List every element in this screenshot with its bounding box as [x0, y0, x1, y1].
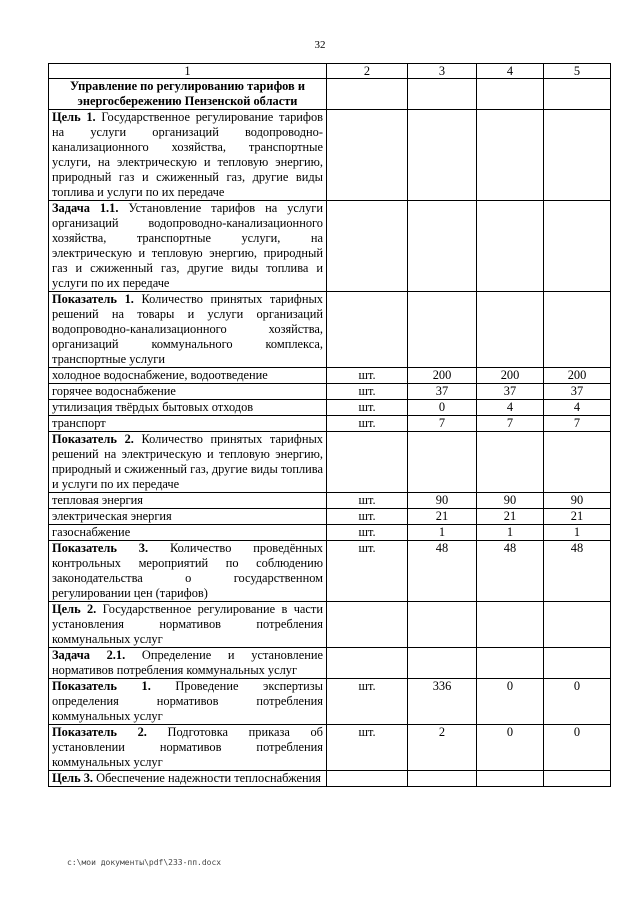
- unit-cell: [327, 79, 408, 110]
- subitem-cell: утилизация твёрдых бытовых отходов: [49, 400, 327, 416]
- section-title-cell: Управление по регулированию тарифов и энергосбережению Пензенской области: [49, 79, 327, 110]
- description-cell: [49, 292, 327, 368]
- value-cell-col-4: [477, 110, 544, 201]
- value-cell-col-4: [477, 201, 544, 292]
- description-cell: [49, 602, 327, 648]
- value-cell-col-5: 0: [544, 725, 611, 771]
- table-row: [49, 493, 611, 509]
- value-cell-col-5: [544, 110, 611, 201]
- value-cell-col-5: [544, 79, 611, 110]
- table-row: [49, 525, 611, 541]
- value-cell-col-4: [477, 432, 544, 493]
- value-cell-col-5: 0: [544, 679, 611, 725]
- subitem-cell: тепловая энергия: [49, 493, 327, 509]
- value-cell-col-4: 1: [477, 525, 544, 541]
- unit-cell: шт.: [327, 384, 408, 400]
- item-text: Государственное регулирование в части установления нормативов потребления коммунальных услуг: [52, 602, 323, 646]
- value-cell-col-3: [408, 602, 477, 648]
- table-row: [49, 679, 611, 725]
- value-cell-col-3: 0: [408, 400, 477, 416]
- unit-cell: шт.: [327, 400, 408, 416]
- header-col-1: 1: [49, 64, 327, 79]
- item-label: Цель 2.: [52, 602, 97, 616]
- value-cell-col-4: 200: [477, 368, 544, 384]
- item-text: Обеспечение надежности теплоснабжения: [93, 771, 321, 785]
- value-cell-col-5: 90: [544, 493, 611, 509]
- value-cell-col-4: 0: [477, 679, 544, 725]
- page-number: 32: [314, 39, 326, 51]
- item-label: Задача 1.1.: [52, 201, 119, 215]
- unit-cell: шт.: [327, 679, 408, 725]
- table-row: [49, 432, 611, 493]
- item-text: Количество проведённых контрольных мероприятий по соблюдению законодательства о государственном регулировании цен (тарифов): [52, 541, 323, 600]
- item-text: Количество принятых тарифных решений на товары и услуги организаций водопроводно-канализационного хозяйства, организаций коммунального комплекса, транспортные услуги: [52, 292, 323, 366]
- description-cell: [49, 679, 327, 725]
- item-label: Цель 3.: [52, 771, 94, 785]
- unit-cell: шт.: [327, 368, 408, 384]
- unit-cell: шт.: [327, 416, 408, 432]
- description-paragraph: [52, 541, 323, 601]
- subitem-cell: газоснабжение: [49, 525, 327, 541]
- value-cell-col-5: 21: [544, 509, 611, 525]
- unit-cell: шт.: [327, 525, 408, 541]
- table-row: [49, 509, 611, 525]
- value-cell-col-5: [544, 292, 611, 368]
- value-cell-col-5: 1: [544, 525, 611, 541]
- value-cell-col-4: 90: [477, 493, 544, 509]
- item-label: Задача 2.1.: [52, 648, 126, 662]
- subitem-cell: холодное водоснабжение, водоотведение: [49, 368, 327, 384]
- description-paragraph: [52, 771, 323, 786]
- description-cell: [49, 541, 327, 602]
- value-cell-col-3: 48: [408, 541, 477, 602]
- description-paragraph: [52, 432, 323, 492]
- indicators-table: [48, 63, 611, 787]
- value-cell-col-3: 90: [408, 493, 477, 509]
- unit-cell: [327, 110, 408, 201]
- value-cell-col-5: [544, 771, 611, 787]
- value-cell-col-5: 48: [544, 541, 611, 602]
- subitem-cell: транспорт: [49, 416, 327, 432]
- value-cell-col-3: 7: [408, 416, 477, 432]
- item-text: Определение и установление нормативов потребления коммунальных услуг: [52, 648, 323, 677]
- item-label: Цель 1.: [52, 110, 96, 124]
- unit-cell: [327, 771, 408, 787]
- unit-cell: шт.: [327, 541, 408, 602]
- value-cell-col-5: 37: [544, 384, 611, 400]
- value-cell-col-3: [408, 648, 477, 679]
- table-row: [49, 725, 611, 771]
- value-cell-col-3: 336: [408, 679, 477, 725]
- table-row: [49, 201, 611, 292]
- unit-cell: [327, 201, 408, 292]
- value-cell-col-5: [544, 602, 611, 648]
- item-label: Показатель 3.: [52, 541, 149, 555]
- table-row: [49, 416, 611, 432]
- value-cell-col-4: 0: [477, 725, 544, 771]
- file-path-footer: c:\мои документы\pdf\233-пп.docx: [67, 858, 222, 867]
- value-cell-col-3: 2: [408, 725, 477, 771]
- value-cell-col-3: [408, 432, 477, 493]
- value-cell-col-3: [408, 201, 477, 292]
- table-row: [49, 292, 611, 368]
- description-paragraph: [52, 679, 323, 724]
- unit-cell: [327, 292, 408, 368]
- value-cell-col-4: [477, 648, 544, 679]
- table-row: [49, 400, 611, 416]
- description-paragraph: [52, 292, 323, 367]
- value-cell-col-3: [408, 79, 477, 110]
- value-cell-col-5: [544, 201, 611, 292]
- value-cell-col-3: 200: [408, 368, 477, 384]
- unit-cell: шт.: [327, 509, 408, 525]
- value-cell-col-4: [477, 292, 544, 368]
- table-row: [49, 771, 611, 787]
- value-cell-col-5: [544, 432, 611, 493]
- item-label: Показатель 1.: [52, 292, 134, 306]
- value-cell-col-4: 7: [477, 416, 544, 432]
- value-cell-col-5: 4: [544, 400, 611, 416]
- description-paragraph: [52, 725, 323, 770]
- description-paragraph: [52, 110, 323, 200]
- unit-cell: [327, 648, 408, 679]
- header-col-3: 3: [408, 64, 477, 79]
- description-paragraph: [52, 648, 323, 678]
- description-cell: [49, 725, 327, 771]
- subitem-cell: горячее водоснабжение: [49, 384, 327, 400]
- table-header-row: [49, 64, 611, 79]
- item-text: Подготовка приказа об установлении нормативов потребления коммунальных услуг: [52, 725, 323, 769]
- value-cell-col-5: [544, 648, 611, 679]
- table-row: [49, 541, 611, 602]
- unit-cell: [327, 432, 408, 493]
- description-cell: [49, 648, 327, 679]
- description-paragraph: [52, 201, 323, 291]
- table-row: [49, 110, 611, 201]
- value-cell-col-4: 4: [477, 400, 544, 416]
- value-cell-col-3: 21: [408, 509, 477, 525]
- header-col-2: 2: [327, 64, 408, 79]
- header-col-5: 5: [544, 64, 611, 79]
- value-cell-col-5: 7: [544, 416, 611, 432]
- item-text: Установление тарифов на услуги организаций водопроводно-канализационного хозяйства, транспортные услуги, на электрическую и тепловую энергию, природный газ и сжиженный газ, другие виды топлива и услуги по их передаче: [52, 201, 323, 290]
- unit-cell: [327, 602, 408, 648]
- table-row: [49, 368, 611, 384]
- value-cell-col-3: 37: [408, 384, 477, 400]
- subitem-cell: электрическая энергия: [49, 509, 327, 525]
- value-cell-col-3: 1: [408, 525, 477, 541]
- value-cell-col-4: [477, 602, 544, 648]
- value-cell-col-4: [477, 79, 544, 110]
- item-label: Показатель 2.: [52, 725, 147, 739]
- table-row: [49, 602, 611, 648]
- item-text: Государственное регулирование тарифов на услуги организаций водопроводно-канализационного хозяйства, транспортные услуги, на электрическую и тепловую энергию, природный газ и сжиженный газ, другие виды топлива и услуги по их передаче: [52, 110, 323, 199]
- value-cell-col-3: [408, 771, 477, 787]
- table-row: [49, 384, 611, 400]
- value-cell-col-4: [477, 771, 544, 787]
- value-cell-col-3: [408, 110, 477, 201]
- description-cell: [49, 432, 327, 493]
- value-cell-col-4: 21: [477, 509, 544, 525]
- header-col-4: 4: [477, 64, 544, 79]
- value-cell-col-5: 200: [544, 368, 611, 384]
- description-cell: [49, 110, 327, 201]
- value-cell-col-3: [408, 292, 477, 368]
- description-paragraph: [52, 602, 323, 647]
- value-cell-col-4: 37: [477, 384, 544, 400]
- description-cell: [49, 771, 327, 787]
- table-row: [49, 648, 611, 679]
- item-label: Показатель 1.: [52, 679, 151, 693]
- table-row: [49, 79, 611, 110]
- description-cell: [49, 201, 327, 292]
- item-label: Показатель 2.: [52, 432, 134, 446]
- unit-cell: шт.: [327, 493, 408, 509]
- item-text: Проведение экспертизы определения нормативов потребления коммунальных услуг: [52, 679, 323, 723]
- item-text: Количество принятых тарифных решений на электрическую и тепловую энергию, природный и сжиженный газ, другие виды топлива и услуги по их передаче: [52, 432, 323, 491]
- unit-cell: шт.: [327, 725, 408, 771]
- value-cell-col-4: 48: [477, 541, 544, 602]
